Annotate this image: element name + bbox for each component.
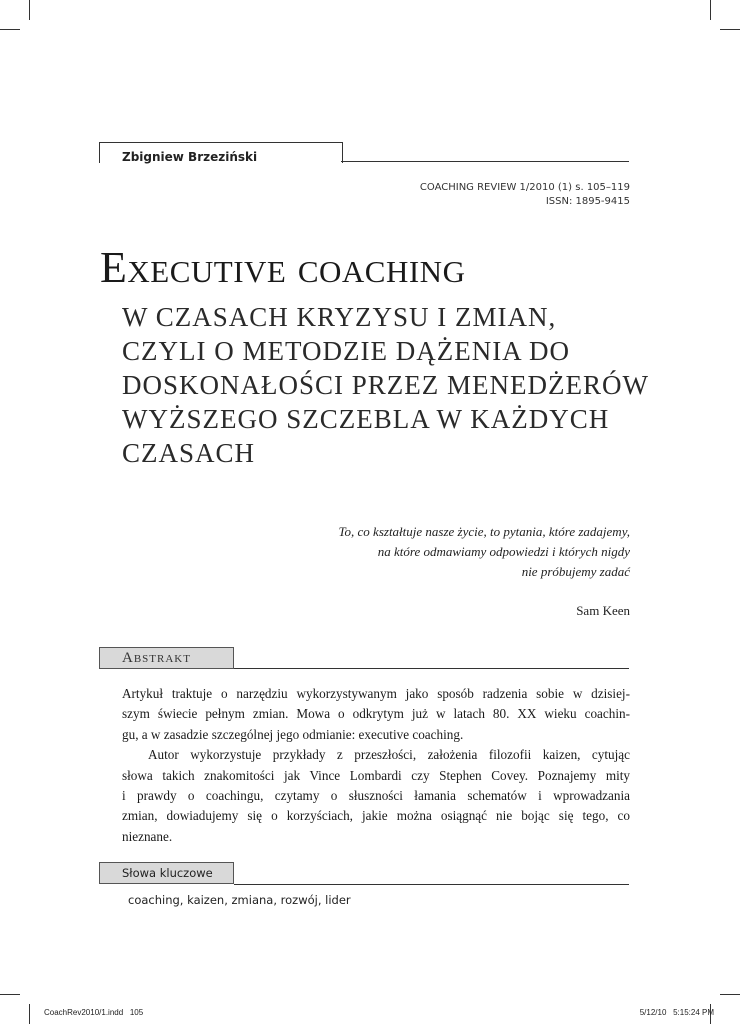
abstract-line: zmian, dowiadujemy się o korzyściach, jakie można osiągnąć nie bojąc się tego, co bbox=[122, 808, 630, 824]
crop-mark-bl-h bbox=[0, 994, 20, 995]
motto-line: na które odmawiamy odpowiedzi i których nigdy bbox=[377, 544, 630, 559]
crop-mark-tr-v bbox=[710, 0, 711, 20]
article-title: Executive coaching bbox=[100, 243, 466, 292]
crop-mark-tl-v bbox=[29, 0, 30, 20]
crop-mark-br-h bbox=[720, 994, 740, 995]
crop-mark-bl-v bbox=[29, 1004, 30, 1024]
abstract-line: gu, a w zasadzie szczególnej jego odmianie: executive coaching. bbox=[122, 726, 464, 742]
abstract-line: słowa takich znakomitości jak Vince Lombardi czy Stephen Covey. Poznajemy mity bbox=[122, 767, 630, 783]
abstract-line: i prawdy o coachingu, czytamy o słuszności łamania schematów i wprowadzania bbox=[122, 788, 630, 804]
abstract-line: Autor wykorzystuje przykłady z przeszłości, założenia filozofii kaizen, cytując bbox=[148, 747, 630, 763]
abstract-line: szym świecie pełnym zmian. Mowa o odkrytym już w latach 80. XX wieku coachin- bbox=[122, 706, 630, 722]
subtitle-line: WYŻSZEGO SZCZEBLA W KAŻDYCH bbox=[122, 404, 610, 434]
author-rule bbox=[341, 161, 629, 162]
author-name: Zbigniew Brzeziński bbox=[122, 150, 258, 164]
abstract-line: nieznane. bbox=[122, 828, 173, 844]
journal-citation: COACHING REVIEW 1/2010 (1) s. 105–119 bbox=[419, 182, 630, 193]
abstract-rule bbox=[234, 668, 629, 669]
abstract-text bbox=[122, 684, 630, 847]
motto-line: nie próbujemy zadać bbox=[521, 564, 630, 579]
keywords-heading: Słowa kluczowe bbox=[122, 866, 213, 880]
keywords-list: coaching, kaizen, zmiana, rozwój, lider bbox=[128, 893, 351, 907]
crop-mark-tr-h bbox=[720, 29, 740, 30]
motto-quote bbox=[339, 522, 631, 582]
subtitle-line: CZYLI O METODZIE DĄŻENIA DO bbox=[122, 336, 570, 366]
abstract-heading: Abstrakt bbox=[122, 650, 191, 666]
article-subtitle bbox=[122, 300, 649, 470]
keywords-rule bbox=[234, 884, 629, 885]
footer-file-info: CoachRev2010/1.indd 105 bbox=[44, 1008, 144, 1017]
subtitle-line: W CZASACH KRYZYSU I ZMIAN, bbox=[122, 302, 557, 332]
crop-mark-tl-h bbox=[0, 29, 20, 30]
footer-timestamp: 5/12/10 5:15:24 PM bbox=[639, 1008, 714, 1017]
journal-issn: ISSN: 1895-9415 bbox=[545, 196, 630, 207]
subtitle-line: CZASACH bbox=[122, 438, 256, 468]
motto-author: Sam Keen bbox=[576, 603, 630, 618]
motto-line: To, co kształtuje nasze życie, to pytania, które zadajemy, bbox=[338, 524, 630, 539]
abstract-line: Artykuł traktuje o narzędziu wykorzystywanym jako sposób radzenia sobie w dzisiej- bbox=[122, 686, 630, 701]
subtitle-line: DOSKONAŁOŚCI PRZEZ MENEDŻERÓW bbox=[122, 370, 649, 400]
journal-info bbox=[420, 181, 630, 209]
